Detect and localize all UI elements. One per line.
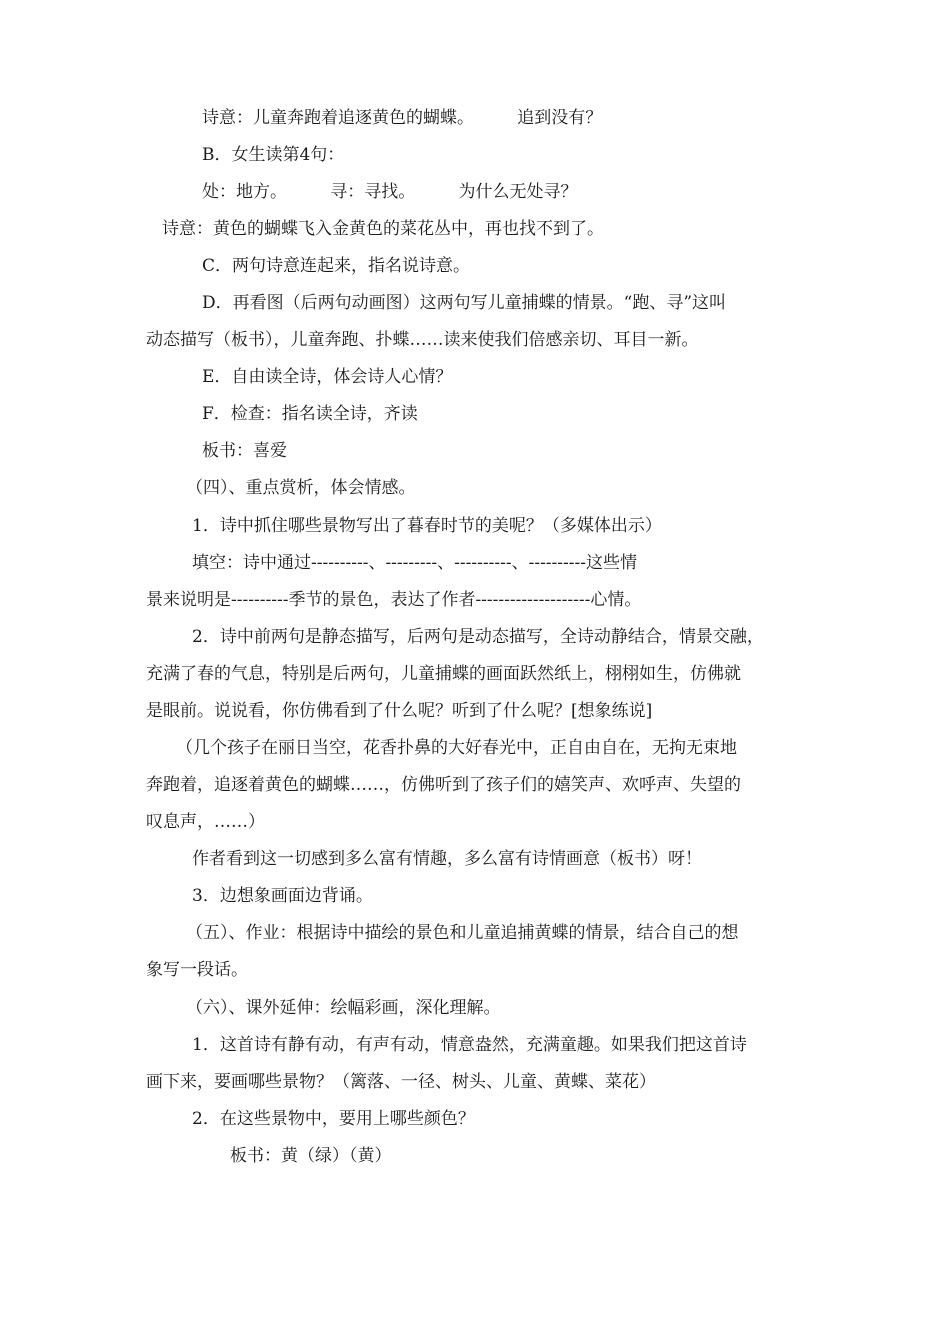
text-line: 景来说明是----------季节的景色，表达了作者--------------------心情。 [146,590,642,610]
text-line: 1．诗中抓住哪些景物写出了暮春时节的美呢？（多媒体出示） [192,516,662,536]
section-heading: （六）、课外延伸：绘幅彩画，深化理解。 [186,998,501,1018]
text-line: 填空：诗中通过----------、---------、----------、----------这些情 [192,553,638,573]
text-line: 画下来，要画哪些景物？（篱落、一径、树头、儿童、黄蝶、菜花） [146,1072,656,1092]
text-line: 诗意：黄色的蝴蝶飞入金黄色的菜花丛中，再也找不到了。 [162,219,604,239]
text-line: 充满了春的气息，特别是后两句，儿童捕蝶的画面跃然纸上，栩栩如生，仿佛就 [146,664,741,684]
text-line: 1．这首诗有静有动，有声有动，情意盎然，充满童趣。如果我们把这首诗 [192,1035,747,1055]
text-line: B．女生读第4句： [202,145,345,165]
text-line: 奔跑着，追逐着黄色的蝴蝶……，仿佛听到了孩子们的嬉笑声、欢呼声、失望的 [146,775,741,795]
text-line: C．两句诗意连起来，指名说诗意。 [202,256,471,276]
text-line: D．再看图（后两句动画图）这两句写儿童捕蝶的情景。“跑、寻”这叫 [202,293,727,313]
text-line: 诗意：儿童奔跑着追逐黄色的蝴蝶。 追到没有？ [202,108,603,128]
text-line: 板书：喜爱 [202,441,287,461]
text-line: 板书：黄（绿）（黄） [230,1146,392,1166]
text-line: 2．在这些景物中，要用上哪些颜色？ [192,1109,475,1129]
text-line: 叹息声，……） [146,812,265,832]
text-line: （几个孩子在丽日当空，花香扑鼻的大好春光中，正自由自在，无拘无束地 [176,738,737,758]
text-line: 作者看到这一切感到多么富有情趣，多么富有诗情画意（板书）呀！ [192,849,702,869]
text-line: 是眼前。说说看，你仿佛看到了什么呢？听到了什么呢？[想象练说] [146,701,653,721]
section-heading: （五）、作业：根据诗中描绘的景色和儿童追捕黄蝶的情景，结合自己的想 [186,923,739,943]
text-line: 动态描写（板书），儿童奔跑、扑蝶……读来使我们倍感亲切、耳目一新。 [146,330,699,350]
text-line: 处：地方。 寻：寻找。 为什么无处寻？ [202,182,578,202]
text-line: 3．边想象画面边背诵。 [192,886,373,906]
text-line: E．自由读全诗，体会诗人心情？ [202,367,453,387]
text-line: F．检查：指名读全诗，齐读 [202,404,418,424]
section-heading: （四）、重点赏析，体会情感。 [186,478,416,498]
text-line: 2．诗中前两句是静态描写，后两句是动态描写，全诗动静结合，情景交融， [192,627,764,647]
text-line: 象写一段话。 [146,960,248,980]
